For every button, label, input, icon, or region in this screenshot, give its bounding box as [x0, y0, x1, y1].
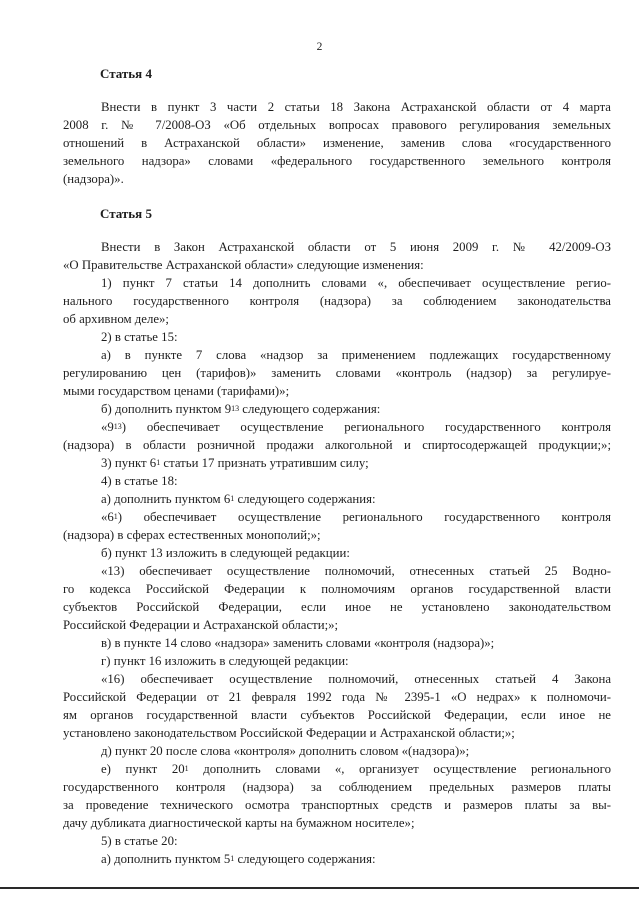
paragraph-line: 2008 г. № 7/2008-ОЗ «Об отдельных вопросах правового регулирования земельных — [63, 118, 611, 132]
paragraph-line: а) в пункте 7 слова «надзор за применением подлежащих государственному — [101, 348, 611, 362]
paragraph-line: государственного контроля (надзора) за соблюдением предельных размеров платы — [63, 780, 611, 794]
paragraph-line: б) дополнить пунктом $9^{13}$ следующего содержания: — [101, 402, 381, 416]
paragraph-line: регулированию цен (тарифов)» заменить словами «контроль (надзор) за регулируе- — [63, 366, 611, 380]
paragraph-line: мыми государством ценами (тарифами)»; — [63, 384, 290, 398]
paragraph-line: 3) пункт $6^1$ статьи 17 признать утратившим силу; — [101, 456, 369, 470]
paragraph-line: в) в пункте 14 слово «надзора» заменить словами «контроля (надзора)»; — [101, 636, 495, 650]
paragraph-line: за проведение технического осмотра транспортных средств и размеров платы за вы- — [63, 798, 611, 812]
paragraph-line: «$6^1$) обеспечивает осуществление регионального государственного контроля — [101, 510, 611, 524]
paragraph-line: Внести в Закон Астраханской области от 5 июня 2009 г. № 42/2009-ОЗ — [101, 240, 611, 254]
scan-bottom-edge — [0, 887, 639, 889]
paragraph-line: а) дополнить пунктом $5^1$ следующего содержания: — [101, 852, 376, 866]
paragraph-line: ям органов государственной власти субъектов Российской Федерации, если иное не — [63, 708, 611, 722]
paragraph-line: «$9^{13}$) обеспечивает осуществление регионального государственного контроля — [101, 420, 611, 434]
paragraph-line: Российской Федерации от 21 февраля 1992 года № 2395-1 «О недрах» к полномочи- — [63, 690, 611, 704]
paragraph-line: го кодекса Российской Федерации к полномочиям органов государственной власти — [63, 582, 611, 596]
paragraph-line: (надзора)». — [63, 172, 124, 186]
paragraph-line: дачу дубликата диагностической карты на бумажном носителе»; — [63, 816, 415, 830]
paragraph-line: Внести в пункт 3 части 2 статьи 18 Закона Астраханской области от 4 марта — [101, 100, 611, 114]
paragraph-line: д) пункт 20 после слова «контроля» дополнить словом «(надзора)»; — [101, 744, 470, 758]
paragraph-line: 1) пункт 7 статьи 14 дополнить словами «, обеспечивает осуществление регио- — [101, 276, 611, 290]
paragraph-line: б) пункт 13 изложить в следующей редакции: — [101, 546, 350, 560]
paragraph-line: «О Правительстве Астраханской области» следующие изменения: — [63, 258, 424, 272]
paragraph-line: Российской Федерации и Астраханской области;»; — [63, 618, 339, 632]
article-4-heading: Статья 4 — [100, 66, 152, 81]
article-5-heading: Статья 5 — [100, 206, 152, 221]
paragraph-line: отношений в Астраханской области» изменение, заменив слова «государственного — [63, 136, 611, 150]
paragraph-line: 5) в статье 20: — [101, 834, 178, 848]
paragraph-line: а) дополнить пунктом $6^1$ следующего содержания: — [101, 492, 376, 506]
paragraph-line: нального государственного контроля (надзора) за соблюдением законодательства — [63, 294, 611, 308]
paragraph-line: е) пункт $20^1$ дополнить словами «, организует осуществление регионального — [101, 762, 612, 776]
paragraph-line: земельного надзора» словами «федерального государственного земельного контроля — [63, 154, 611, 168]
paragraph-line: об архивном деле»; — [63, 312, 169, 326]
paragraph-line: установлено законодательством Российской Федерации и Астраханской области;»; — [63, 726, 515, 740]
paragraph-line: 4) в статье 18: — [101, 474, 178, 488]
paragraph-line: «13) обеспечивает осуществление полномочий, отнесенных статьей 25 Водно- — [101, 564, 611, 578]
paragraph-line: (надзора) в сферах естественных монополий;»; — [63, 528, 321, 542]
paragraph-line: субъектов Российской Федерации, если иное не установлено законодательством — [63, 600, 611, 614]
paragraph-line: г) пункт 16 изложить в следующей редакции: — [101, 654, 349, 668]
paragraph-line: (надзора) в области розничной продажи алкогольной и спиртосодержащей продукции;»; — [63, 438, 611, 452]
paragraph-line: 2) в статье 15: — [101, 330, 178, 344]
paragraph-line: «16) обеспечивает осуществление полномочий, отнесенных статьей 4 Закона — [101, 672, 611, 686]
page-number: 2 — [316, 41, 323, 53]
